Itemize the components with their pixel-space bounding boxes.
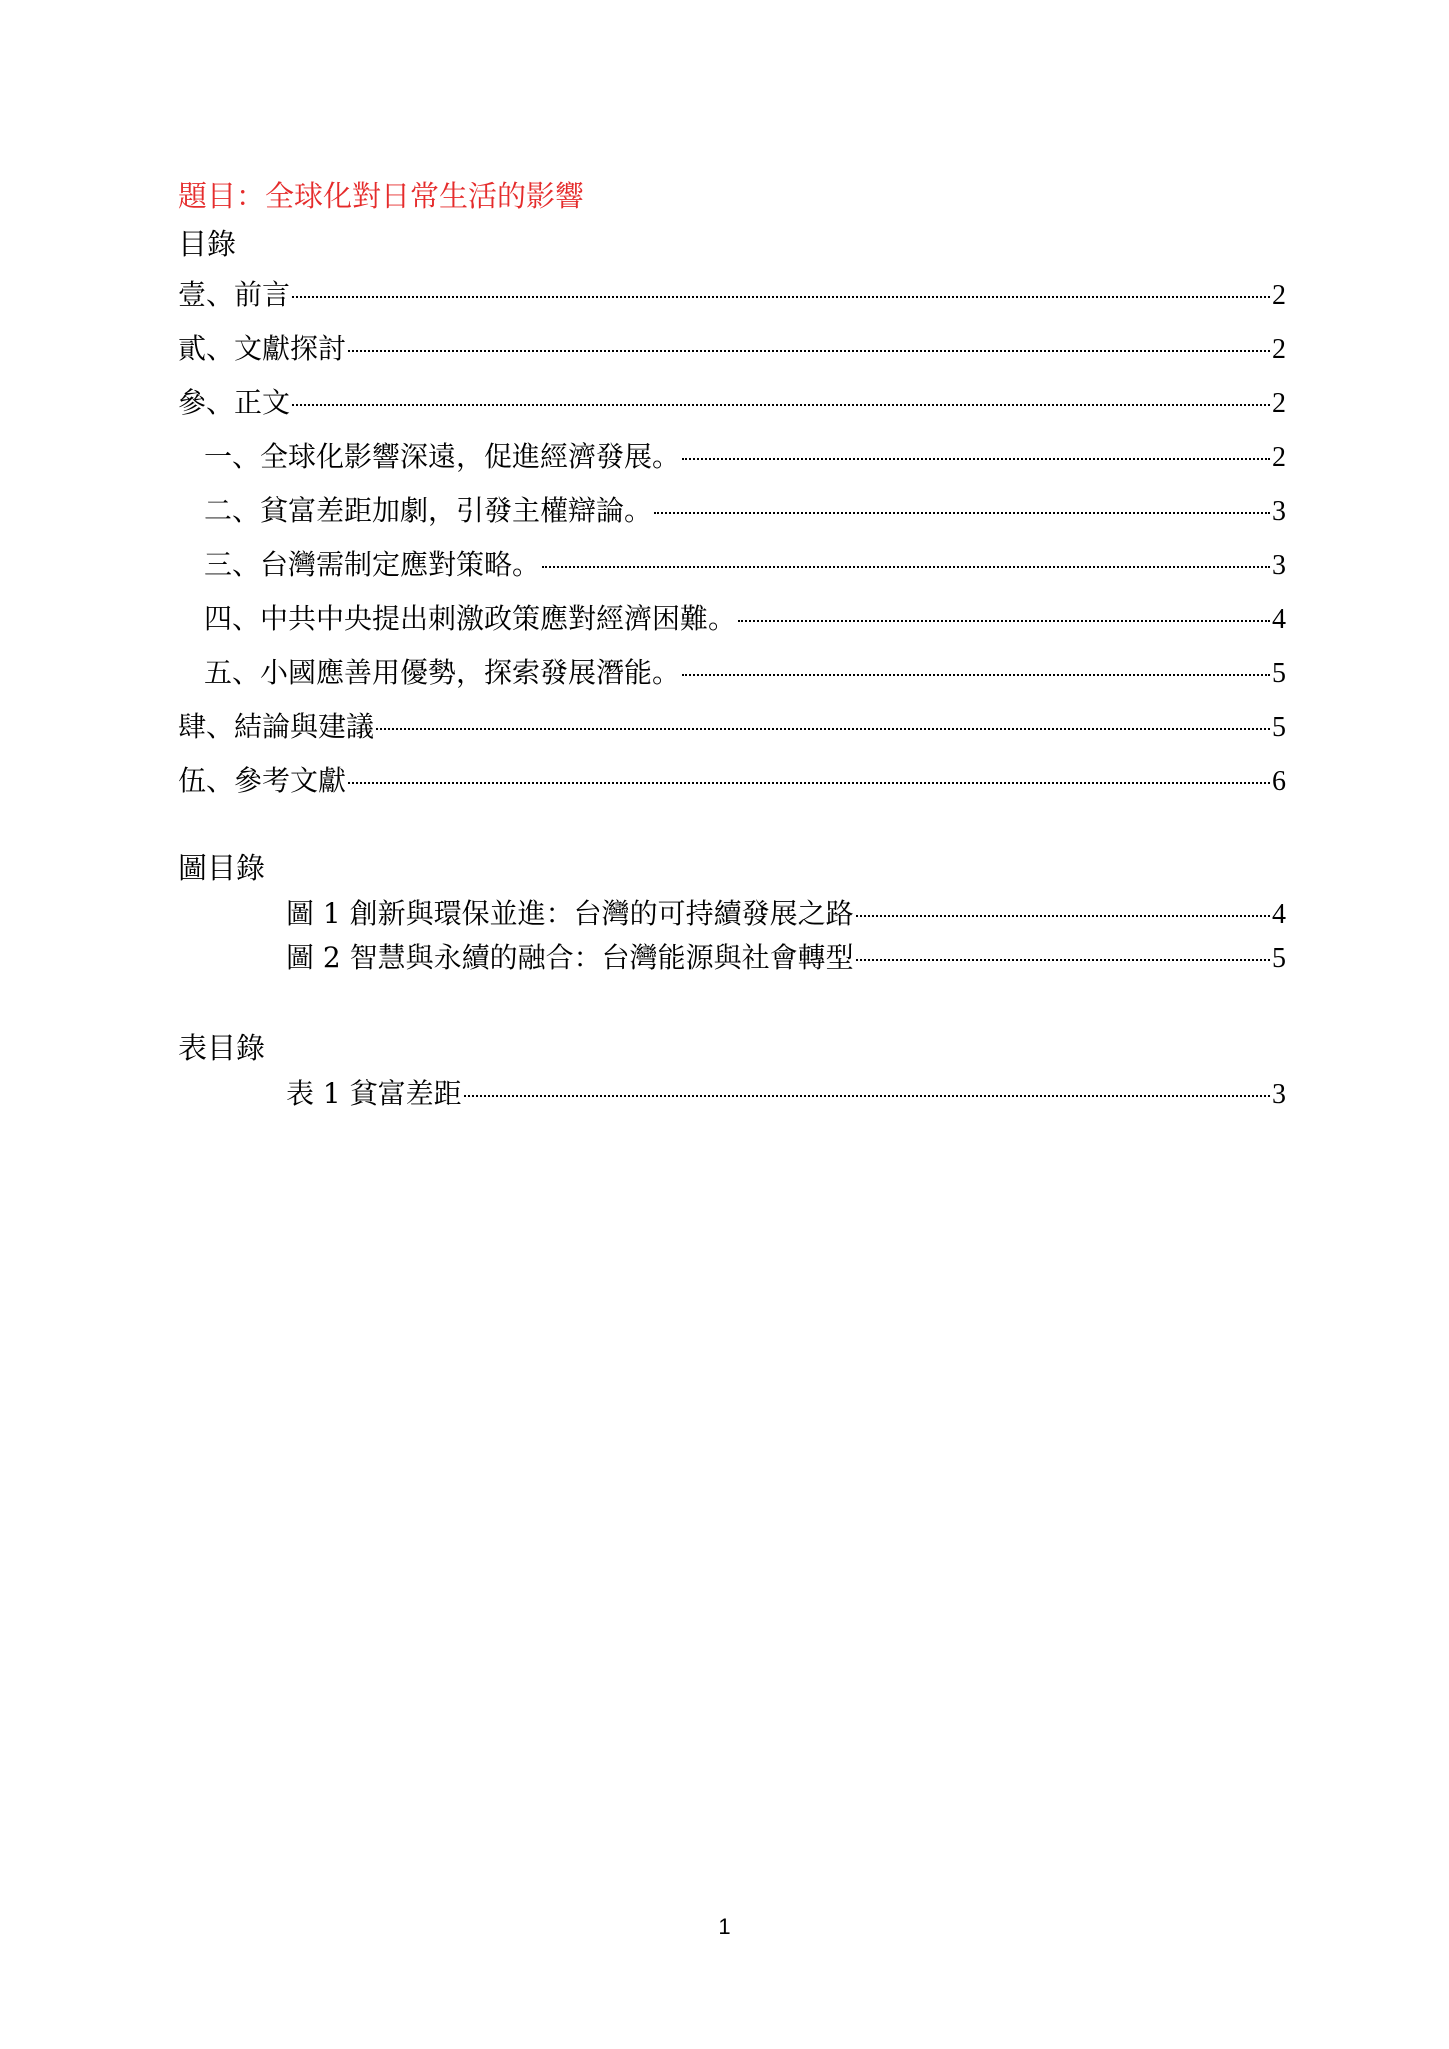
figure-entry-page: 4 [1272,899,1286,930]
toc-entry-label: 肆、結論與建議 [178,710,375,743]
dot-leader [856,959,1270,961]
toc-entry-page: 2 [1272,388,1286,419]
toc-entry-label: 四、中共中央提出刺激政策應對經濟困難。 [204,602,737,635]
toc-entry-page: 2 [1272,280,1286,311]
figure-entry-label: 圖 1 創新與環保並進：台灣的可持續發展之路 [286,897,854,930]
dot-leader [738,620,1270,622]
figures-list [178,892,1286,980]
page-content [178,172,1286,1116]
toc-entry-page: 2 [1272,442,1286,473]
toc-entry-page: 6 [1272,766,1286,797]
dot-leader [292,296,1270,298]
figure-entry-label: 圖 2 智慧與永續的融合：台灣能源與社會轉型 [286,941,854,974]
toc-entry-page: 3 [1272,550,1286,581]
toc-entry-label: 壹、前言 [178,278,291,311]
table-entry-page: 3 [1272,1079,1286,1110]
dot-leader [348,350,1270,352]
dot-leader [348,782,1270,784]
toc-entry-conclusion[interactable] [178,700,1286,754]
figure-entry-1[interactable] [286,892,1286,936]
figure-entry-page: 5 [1272,943,1286,974]
toc-entry-sub-5[interactable] [178,646,1286,700]
dot-leader [682,458,1270,460]
dot-leader [376,728,1270,730]
toc-entry-page: 3 [1272,496,1286,527]
toc-entry-page: 4 [1272,604,1286,635]
toc-entry-label: 五、小國應善用優勢，探索發展潛能。 [204,656,681,689]
dot-leader [464,1095,1270,1097]
figures-heading: 圖目錄 [178,851,266,885]
table-entry-label: 表 1 貧富差距 [286,1077,462,1110]
dot-leader [542,566,1270,568]
spacer [178,808,1286,844]
table-entry-1[interactable] [286,1072,1286,1116]
toc-entry-label: 伍、參考文獻 [178,764,347,797]
toc-entry-label: 參、正文 [178,386,291,419]
toc-entry-page: 5 [1272,658,1286,689]
dot-leader [682,674,1270,676]
toc-heading: 目錄 [178,227,237,261]
toc-entry-main-text[interactable] [178,376,1286,430]
toc-entry-sub-1[interactable] [178,430,1286,484]
dot-leader [292,404,1270,406]
spacer [178,980,1286,1024]
toc-list [178,268,1286,808]
tables-heading: 表目錄 [178,1031,266,1065]
toc-entry-sub-2[interactable] [178,484,1286,538]
tables-list [178,1072,1286,1116]
dot-leader [654,512,1270,514]
toc-entry-label: 貳、文獻探討 [178,332,347,365]
toc-entry-label: 三、台灣需制定應對策略。 [204,548,541,581]
toc-entry-page: 2 [1272,334,1286,365]
dot-leader [856,915,1270,917]
toc-entry-references[interactable] [178,754,1286,808]
toc-entry-label: 二、貧富差距加劇，引發主權辯論。 [204,494,653,527]
document-title: 題目：全球化對日常生活的影響 [178,179,585,213]
toc-entry-preface[interactable] [178,268,1286,322]
figure-entry-2[interactable] [286,936,1286,980]
toc-entry-sub-4[interactable] [178,592,1286,646]
toc-entry-literature-review[interactable] [178,322,1286,376]
page-number: 1 [718,1914,731,1939]
toc-entry-page: 5 [1272,712,1286,743]
toc-entry-label: 一、全球化影響深遠，促進經濟發展。 [204,440,681,473]
toc-entry-sub-3[interactable] [178,538,1286,592]
